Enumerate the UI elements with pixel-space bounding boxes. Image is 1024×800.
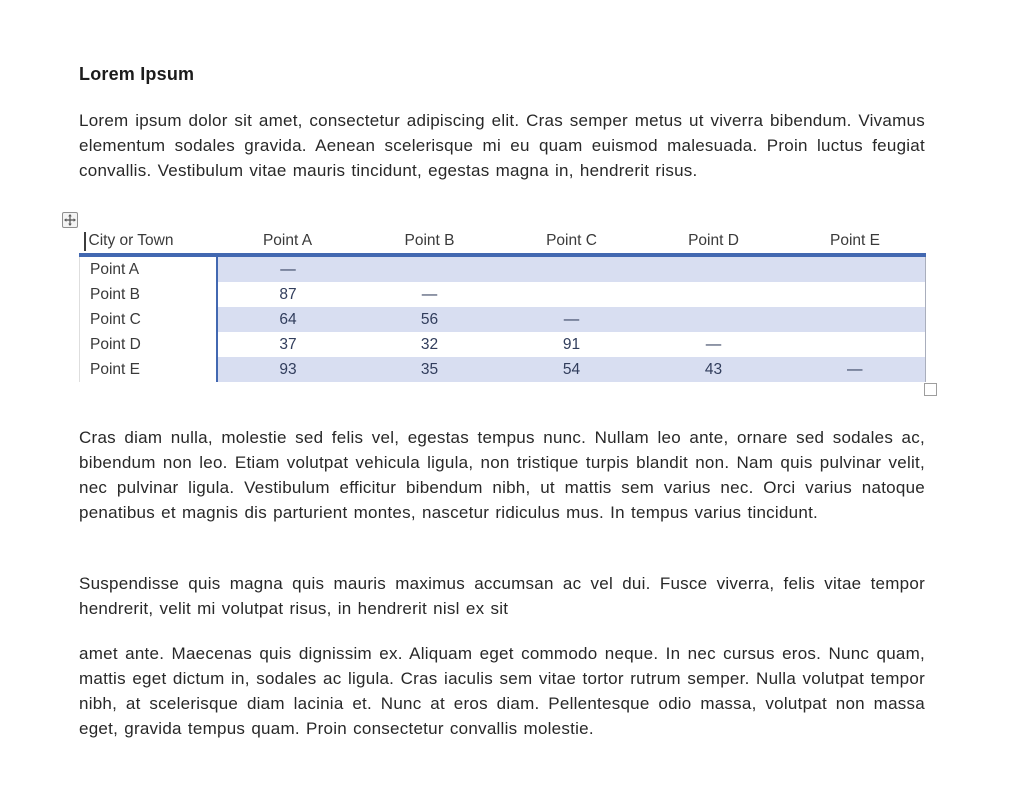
row-label-cell[interactable]: Point D — [80, 332, 217, 357]
row-label-cell[interactable]: Point E — [80, 357, 217, 382]
table-resize-icon[interactable] — [924, 383, 937, 396]
value-cell[interactable]: — — [785, 357, 926, 382]
paragraph-body-2[interactable]: Suspendisse quis magna quis mauris maximus accumsan ac vel dui. Fusce viverra, felis vitae tempor hendrerit, velit mi volutpat risus, in hendrerit nisl ex sit — [79, 574, 925, 618]
table-row-point-a — [80, 255, 926, 282]
value-cell[interactable] — [643, 307, 785, 332]
document-heading[interactable]: Lorem Ipsum — [79, 64, 195, 84]
value-cell[interactable]: 64 — [217, 307, 359, 332]
header-cell-point-a[interactable]: Point A — [262, 231, 313, 249]
value-cell[interactable] — [643, 255, 785, 282]
value-cell[interactable]: 87 — [217, 282, 359, 307]
header-cell-point-b[interactable]: Point B — [404, 231, 455, 249]
value-cell[interactable] — [643, 282, 785, 307]
value-cell[interactable]: — — [705, 335, 722, 353]
paragraph-body-3[interactable]: amet ante. Maecenas quis dignissim ex. Aliquam eget commodo neque. In nec cursus eros. Nunc quam, mattis eget dictum in, sodales ac ligula. Cras iaculis sem vitae tortor rutrum semper. Nulla volutpat tempor nibh, at scelerisque diam lacinia et. Nunc at eros diam. Pellentesque odio massa, volutpat non massa eget, gravida tempus quam. Proin consectetur convallis molestie. — [79, 644, 925, 738]
row-label-cell[interactable]: Point A — [80, 255, 217, 282]
table-row-point-c — [80, 307, 926, 332]
value-cell[interactable]: 93 — [217, 357, 359, 382]
value-cell[interactable] — [785, 282, 926, 307]
table-row-point-e — [80, 357, 926, 382]
value-cell[interactable]: 43 — [643, 357, 785, 382]
value-cell[interactable] — [785, 255, 926, 282]
table-move-icon[interactable] — [62, 212, 78, 228]
value-cell[interactable]: — — [421, 285, 438, 303]
header-cell-city-or-town[interactable]: City or Town — [88, 231, 174, 249]
header-cell-point-d[interactable]: Point D — [688, 231, 739, 249]
distance-matrix-table — [79, 228, 926, 382]
move-arrows-glyph — [64, 214, 76, 226]
value-cell[interactable]: — — [217, 255, 359, 282]
table-row-point-b — [80, 282, 926, 307]
table-row-point-d — [80, 332, 926, 357]
row-label-cell[interactable]: Point B — [80, 282, 217, 307]
value-cell[interactable]: 56 — [359, 307, 501, 332]
header-cell-point-e[interactable]: Point E — [830, 231, 880, 249]
header-cell-point-c[interactable]: Point C — [546, 231, 597, 249]
table-body — [80, 255, 926, 382]
value-cell[interactable] — [359, 255, 501, 282]
paragraph-body-1[interactable]: Cras diam nulla, molestie sed felis vel, egestas tempus nunc. Nullam leo ante, ornare sed sodales ac, bibendum non leo. Etiam volutpat vehicula ligula, non tristique turpis blandit non. Nam quis pulvinar velit, nec pulvinar ligula. Vestibulum efficitur bibendum nibh, ut mattis sem varius nec. Orci varius natoque penatibus et magnis dis parturient montes, nascetur ridiculus mus. In tempus varius tincidunt. — [79, 428, 925, 522]
value-cell[interactable] — [785, 307, 926, 332]
value-cell[interactable]: 37 — [217, 332, 359, 357]
value-cell[interactable] — [785, 332, 926, 357]
paragraph-intro[interactable]: Lorem ipsum dolor sit amet, consectetur adipiscing elit. Cras semper metus ut viverra bibendum. Vivamus elementum sodales gravida. Aenean scelerisque mi eu quam euismod malesuada. Proin luctus feugiat convallis. Vestibulum vitae mauris tincidunt, egestas magna in, hendrerit risus. — [79, 111, 925, 180]
document-content — [79, 0, 925, 800]
value-cell[interactable]: 35 — [359, 357, 501, 382]
table-header-row — [80, 228, 926, 255]
row-label-cell[interactable]: Point C — [80, 307, 217, 332]
value-cell[interactable] — [501, 255, 643, 282]
value-cell[interactable]: 54 — [501, 357, 643, 382]
value-cell[interactable]: 32 — [420, 335, 439, 353]
value-cell[interactable]: — — [501, 307, 643, 332]
value-cell[interactable] — [501, 282, 643, 307]
value-cell[interactable]: 91 — [562, 335, 581, 353]
